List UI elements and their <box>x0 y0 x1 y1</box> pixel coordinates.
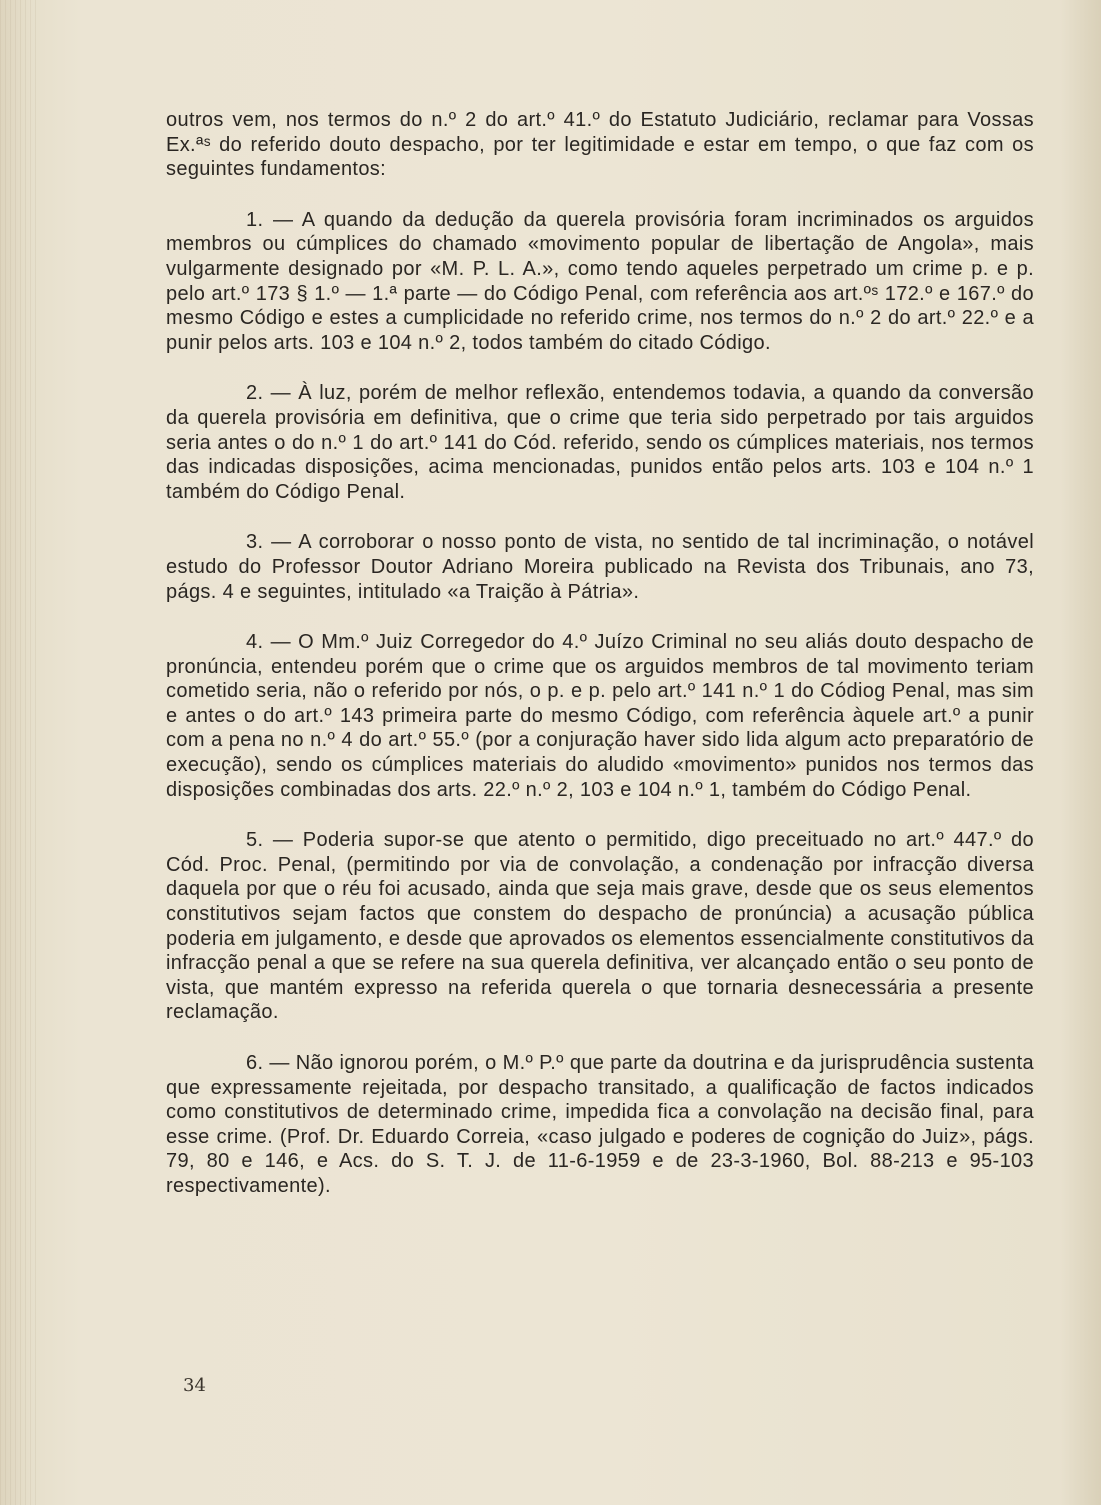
body-text <box>166 108 1034 1225</box>
page-number: 34 <box>183 1375 206 1396</box>
paragraph-6: 6. — Não ignorou porém, o M.º P.º que parte da doutrina e da jurisprudência sustenta que expressamente rejeitada, por despacho transitado, a qualificação de factos indicados como constitutivos de determinado crime, impedida fica a convolação na decisão final, para esse crime. (Prof. Dr. Eduardo Correia, «caso julgado e poderes de cognição do Juiz», págs. 79, 80 e 146, e Acs. do S. T. J. de 11-6-1959 e de 23-3-1960, Bol. 88-213 e 95-103 respectivamente). <box>166 1052 1034 1197</box>
paragraph-5: 5. — Poderia supor-se que atento o permitido, digo preceituado no art.º 447.º do Cód. Proc. Penal, (permitindo por via de convolação, a condenação por infracção diversa daquela por que o réu foi acusado, ainda que seja mais grave, desde que os seus elementos constitutivos sejam factos que constem do despacho de pronúncia) a acusação pública poderia em julgamento, e desde que aprovados os elementos essencialmente constitutivos da infracção penal a que se refere na sua querela definitiva, ver alcançado então o seu ponto de vista, que mantém expresso na referida querela o que tornaria desnecessária a presente reclamação. <box>166 829 1034 1024</box>
paragraph-intro: outros vem, nos termos do n.º 2 do art.º 41.º do Estatuto Judiciário, reclamar para Vossas Ex.ªˢ do referido douto despacho, por ter legitimidade e estar em tempo, o que faz com os seguintes fundamentos: <box>166 109 1034 181</box>
paragraph-1: 1. — A quando da dedução da querela provisória foram incriminados os arguidos membros ou cúmplices do chamado «movimento popular de libertação de Angola», mais vulgarmente designado por «M. P. L. A.», como tendo aqueles perpetrado um crime p. e p. pelo art.º 173 § 1.º — 1.ª parte — do Código Penal, com referência aos art.ºˢ 172.º e 167.º do mesmo Código e estes a cumplicidade no referido crime, nos termos do n.º 2 do art.º 22.º e a punir pelos arts. 103 e 104 n.º 2, todos também do citado Código. <box>166 208 1034 354</box>
paragraph-2: 2. — À luz, porém de melhor reflexão, entendemos todavia, a quando da conversão da querela provisória em definitiva, que o crime que teria sido perpetrado por tais arguidos seria antes o do n.º 1 do art.º 141 do Cód. referido, sendo os cúmplices materiais, nos termos das indicadas disposições, acima mencionadas, punidos então pelos arts. 103 e 104 n.º 1 também do Código Penal. <box>166 382 1034 503</box>
paragraph-4: 4. — O Mm.º Juiz Corregedor do 4.º Juízo Criminal no seu aliás douto despacho de pronúncia, entendeu porém que o crime que os arguidos membros de tal movimento teriam cometido seria, não o referido por nós, o p. e p. pelo art.º 141 n.º 1 do Códiog Penal, mas sim e antes o do art.º 143 primeira parte do mesmo Código, com referência àquele art.º a punir com a pena no n.º 4 do art.º 55.º (por a conjuração haver sido lida algum acto preparatório de execução), sendo os cúmplices materiais do aludido «movimento» punidos nos termos das disposições combinadas dos arts. 22.º n.º 2, 103 e 104 n.º 1, também do Código Penal. <box>166 631 1034 801</box>
page-binding-edge <box>0 0 38 1505</box>
paragraph-3: 3. — A corroborar o nosso ponto de vista, no sentido de tal incriminação, o notável estudo do Professor Doutor Adriano Moreira publicado na Revista dos Tribunais, ano 73, págs. 4 e seguintes, intitulado «a Traição à Pátria». <box>166 531 1034 603</box>
